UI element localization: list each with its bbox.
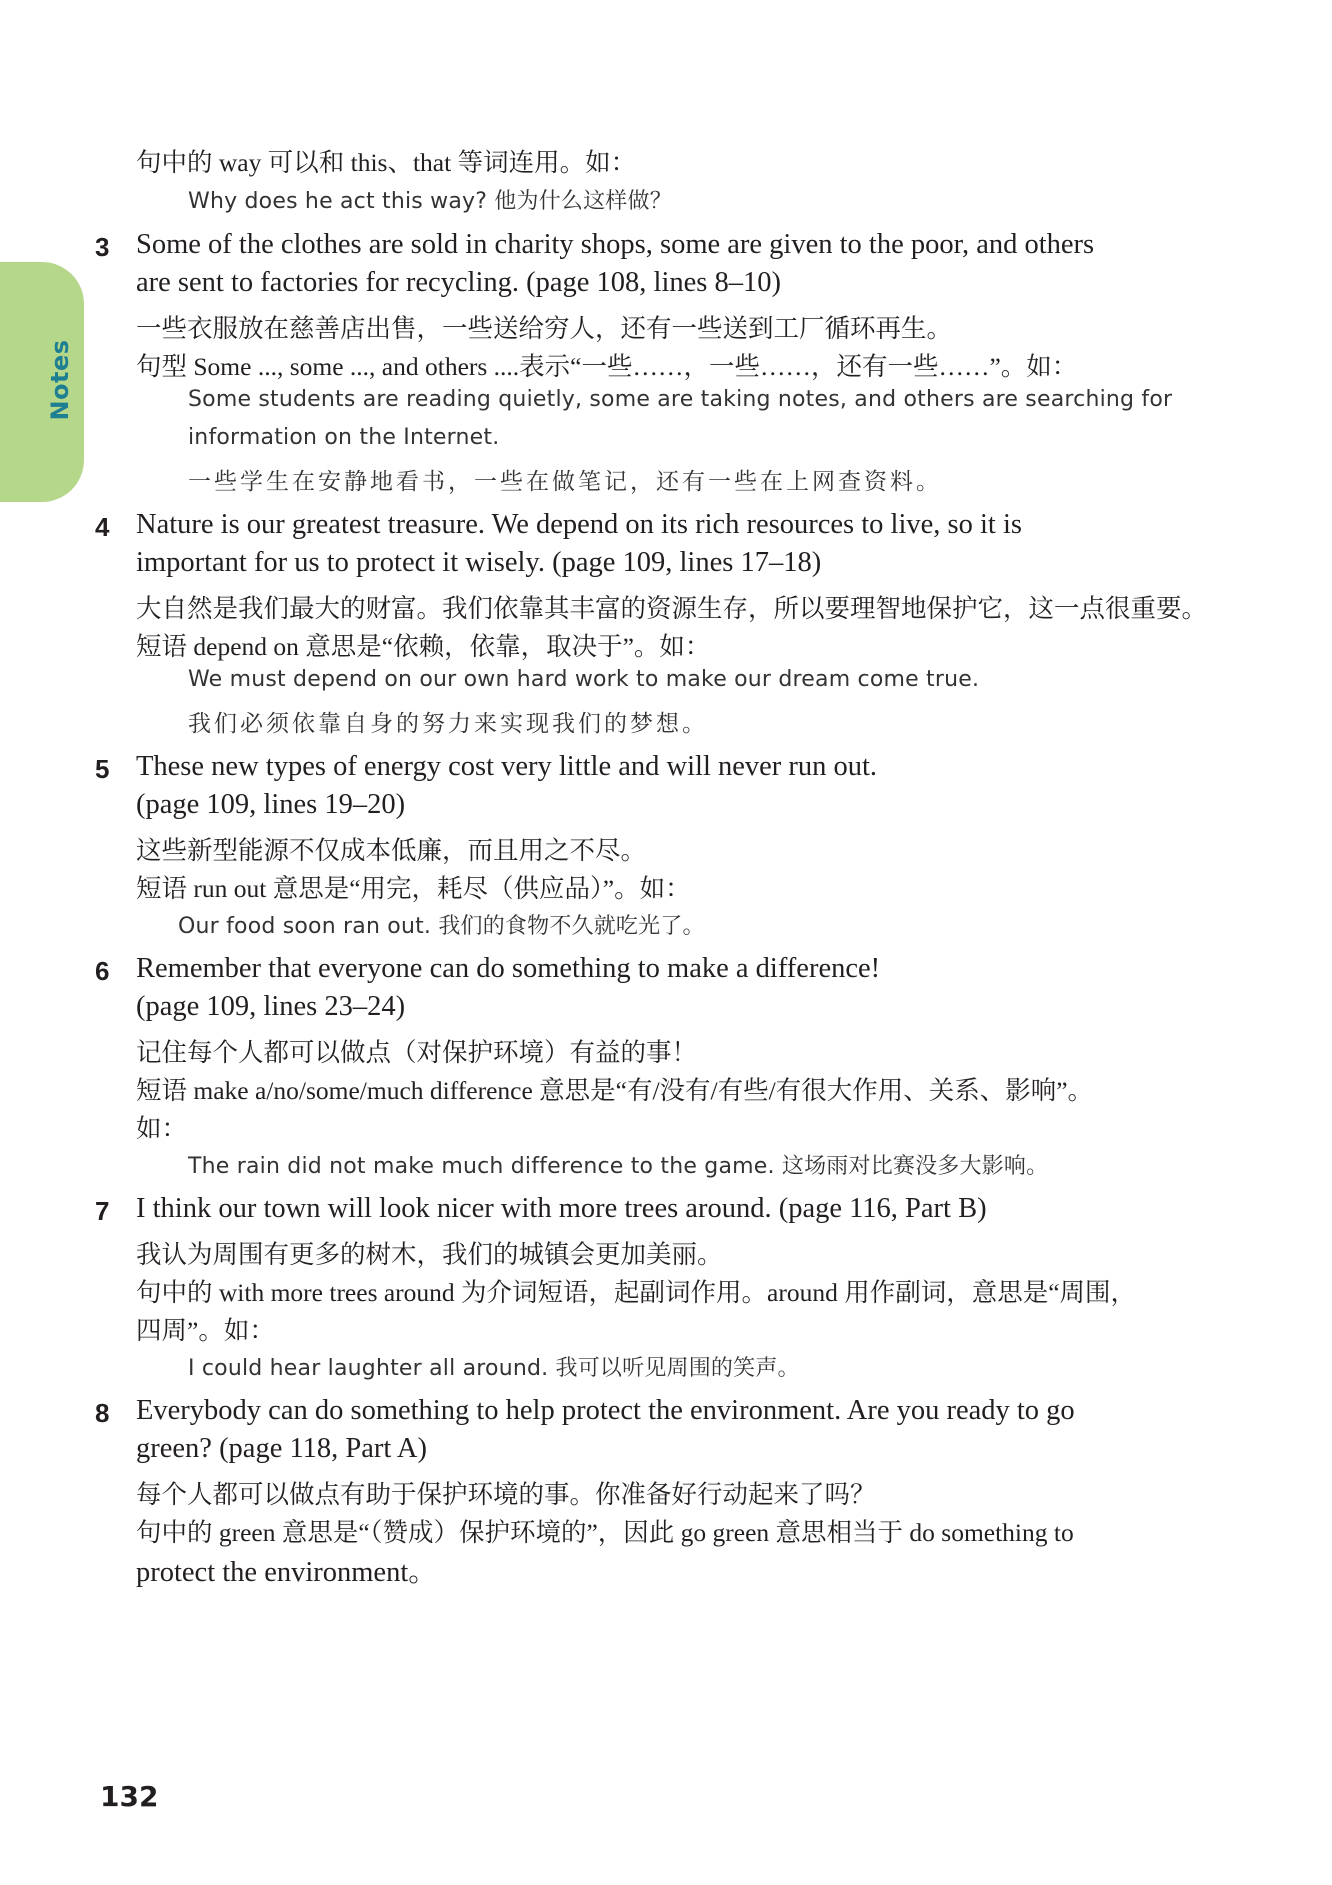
note-explanation: 句型 Some ..., some ..., and others ....表示“一些……，一些……，还有一些……”。如：	[136, 352, 1078, 381]
note-english-line: (page 109, lines 19–20)	[136, 789, 406, 820]
note-translation: 大自然是我们最大的财富。我们依靠其丰富的资源生存，所以要理智地保护它，这一点很重要。	[136, 594, 1208, 623]
note-example: The rain did not make much difference to the game. 这场雨对比赛没多大影响。	[188, 1154, 1049, 1179]
note-explanation: 如：	[136, 1114, 188, 1143]
note-translation: 我认为周围有更多的树木，我们的城镇会更加美丽。	[136, 1240, 723, 1269]
note-example: information on the Internet.	[188, 425, 500, 450]
note-example-translation: 一些学生在安静地看书，一些在做笔记，还有一些在上网查资料。	[188, 469, 942, 494]
note-explanation: 句中的 with more trees around 为介词短语，起副词作用。around 用作副词，意思是“周围，	[136, 1278, 1137, 1307]
note-english-line: Everybody can do something to help protect the environment. Are you ready to go	[136, 1395, 1075, 1426]
note-explanation: 短语 make a/no/some/much difference 意思是“有/没有/有些/有很大作用、关系、影响”。	[136, 1076, 1094, 1105]
note-english-line: green? (page 118, Part A)	[136, 1433, 427, 1464]
note-english-line: important for us to protect it wisely. (page 109, lines 17–18)	[136, 547, 822, 578]
note-translation: 这些新型能源不仅成本低廉，而且用之不尽。	[136, 836, 647, 865]
note-english-line: Some of the clothes are sold in charity shops, some are given to the poor, and others	[136, 229, 1095, 260]
note-explanation: protect the environment。	[136, 1557, 437, 1588]
note-english-line: are sent to factories for recycling. (page 108, lines 8–10)	[136, 267, 781, 298]
note-translation: 一些衣服放在慈善店出售，一些送给穷人，还有一些送到工厂循环再生。	[136, 314, 953, 343]
note-example: Our food soon ran out. 我们的食物不久就吃光了。	[178, 914, 705, 939]
page-number: 132	[100, 1780, 159, 1813]
note-example: Some students are reading quietly, some are taking notes, and others are searching for	[188, 387, 1173, 412]
note-translation: 记住每个人都可以做点（对保护环境）有益的事！	[136, 1038, 698, 1067]
note-explanation: 四周”。如：	[136, 1316, 275, 1345]
note-translation: 每个人都可以做点有助于保护环境的事。你准备好行动起来了吗？	[136, 1480, 876, 1509]
note-english-line: Nature is our greatest treasure. We depend on its rich resources to live, so it is	[136, 509, 1022, 540]
note-english-line: I think our town will look nicer with more trees around. (page 116, Part B)	[136, 1193, 987, 1224]
note-example: I could hear laughter all around. 我可以听见周围的笑声。	[188, 1356, 800, 1381]
note-explanation: 句中的 green 意思是“（赞成）保护环境的”，因此 go green 意思相当于 do something to	[136, 1518, 1074, 1547]
note-number: 6	[95, 956, 110, 986]
note-english-line: Remember that everyone can do something to make a difference!	[136, 953, 881, 984]
note-number: 3	[95, 232, 110, 262]
note-number: 5	[95, 754, 110, 784]
top-example: Why does he act this way? 他为什么这样做？	[188, 189, 672, 214]
note-number: 4	[95, 512, 110, 542]
note-explanation: 短语 depend on 意思是“依赖，依靠，取决于”。如：	[136, 632, 711, 661]
note-example-translation: 我们必须依靠自身的努力来实现我们的梦想。	[188, 711, 708, 736]
note-example: We must depend on our own hard work to make our dream come true.	[188, 667, 980, 692]
note-explanation: 短语 run out 意思是“用完，耗尽（供应品）”。如：	[136, 874, 691, 903]
note-number: 7	[95, 1196, 110, 1226]
top-note: 句中的 way 可以和 this、that 等词连用。如：	[136, 148, 637, 177]
note-english-line: (page 109, lines 23–24)	[136, 991, 406, 1022]
note-english-line: These new types of energy cost very little and will never run out.	[136, 751, 878, 782]
note-number: 8	[95, 1398, 110, 1428]
side-tab-label: Notes	[46, 339, 74, 421]
